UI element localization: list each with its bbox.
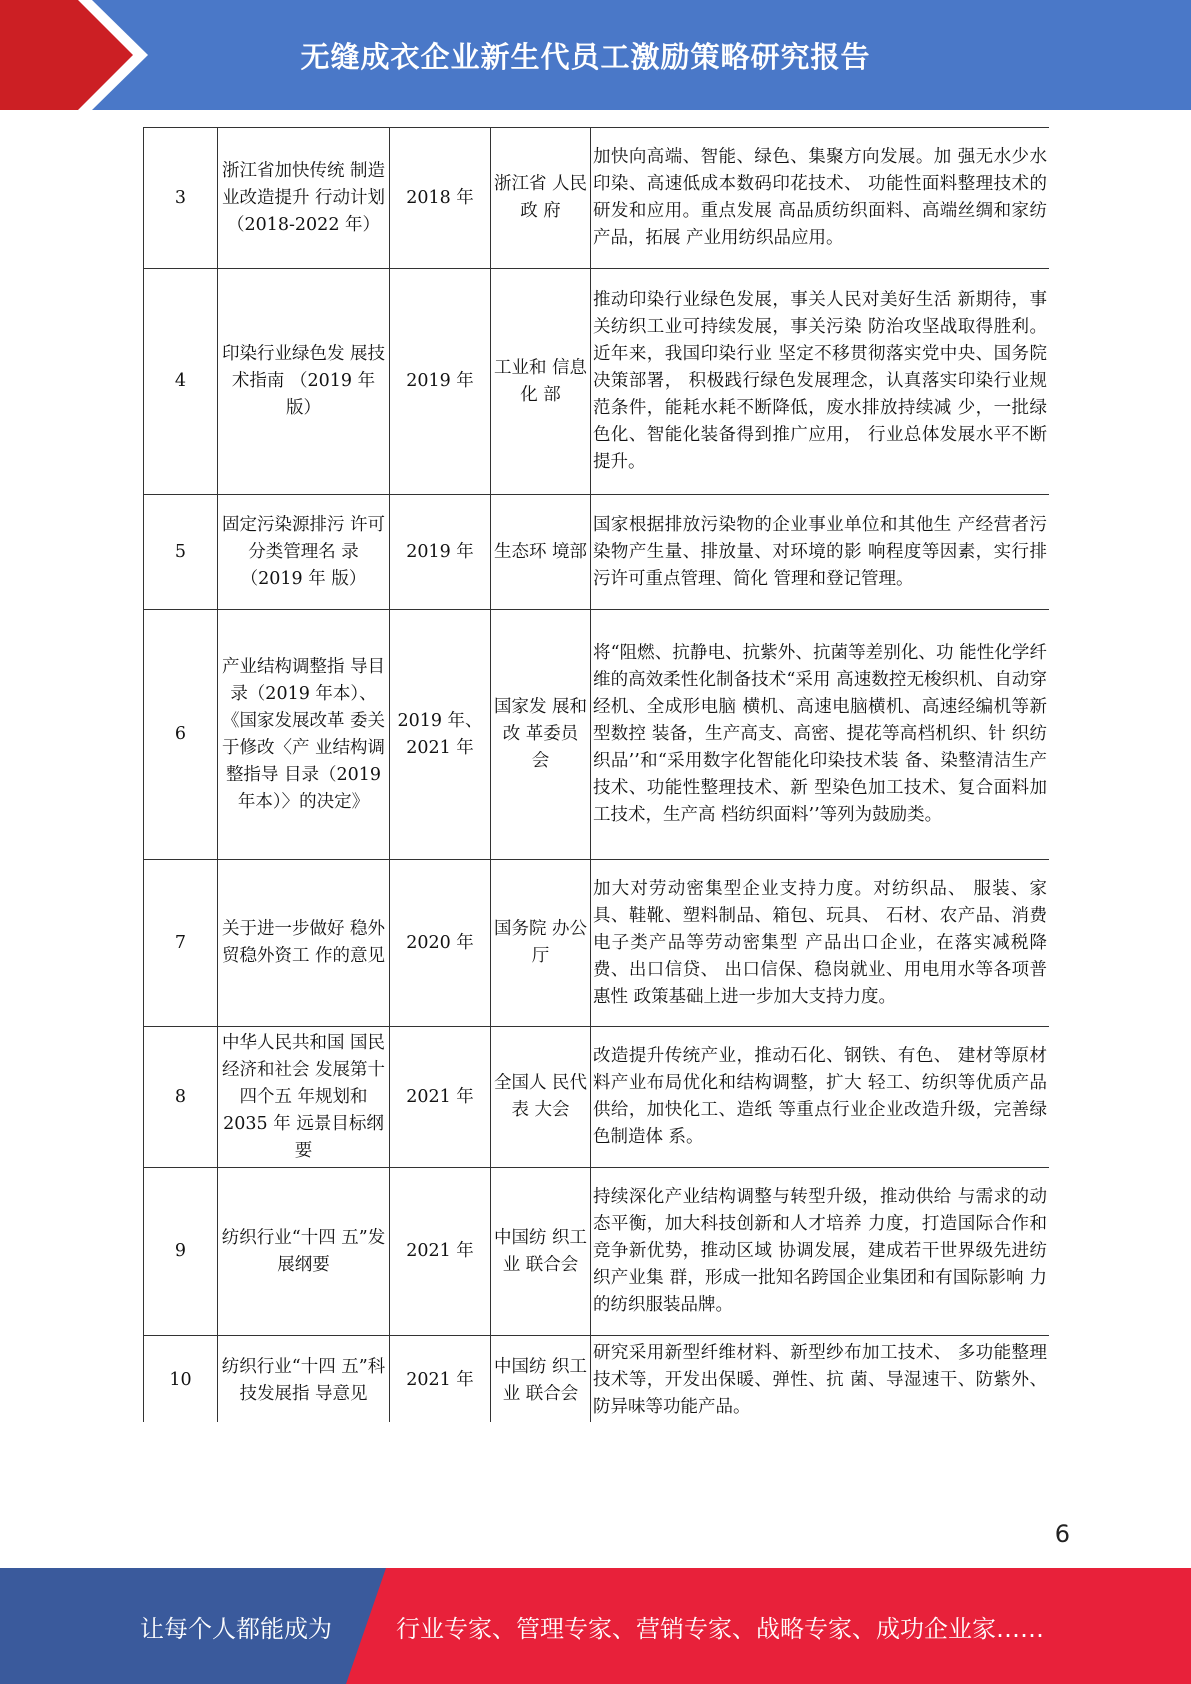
table-row <box>144 610 1050 860</box>
policy-year: 2021 年 <box>390 1027 491 1168</box>
issuing-org: 国家发 展和改 革委员 会 <box>491 610 591 860</box>
policy-year: 2019 年 <box>390 495 491 610</box>
table-row <box>144 495 1050 610</box>
row-number: 7 <box>144 860 218 1027</box>
policy-name: 关于进一步做好 稳外贸稳外资工 作的意见 <box>218 860 390 1027</box>
row-number: 10 <box>144 1336 218 1423</box>
table-row <box>144 128 1050 269</box>
policy-content: 加快向高端、智能、绿色、集聚方向发展。加 强无水少水印染、高速低成本数码印花技术、 功能性面料整理技术的研发和应用。重点发展 高品质纺织面料、高端丝绸和家纺产品，拓展 产业用纺织品应用。 <box>591 128 1050 269</box>
table-row <box>144 1336 1050 1423</box>
policy-content: 国家根据排放污染物的企业事业单位和其他生 产经营者污染物产生量、排放量、对环境的影 响程度等因素，实行排污许可重点管理、简化 管理和登记管理。 <box>591 495 1050 610</box>
policy-name: 印染行业绿色发 展技术指南 （2019 年版） <box>218 269 390 495</box>
footer-slogan-left: 让每个人都能成为 <box>140 1614 332 1643</box>
footer-slogan-right: 行业专家、管理专家、营销专家、战略专家、成功企业家…… <box>396 1614 1044 1643</box>
policy-content: 加大对劳动密集型企业支持力度。对纺织品、 服装、家具、鞋靴、塑料制品、箱包、玩具、 石材、农产品、消费电子类产品等劳动密集型 产品出口企业，在落实减税降费、出口信贷、 出口信保、稳岗就业、用电用水等各项普惠性 政策基础上进一步加大支持力度。 <box>591 860 1050 1027</box>
policy-name: 浙江省加快传统 制造业改造提升 行动计划 （2018-2022 年） <box>218 128 390 269</box>
row-number: 5 <box>144 495 218 610</box>
policy-name: 纺织行业“十四 五”发展纲要 <box>218 1168 390 1336</box>
policy-year: 2021 年 <box>390 1336 491 1423</box>
page-number: 6 <box>1054 1520 1070 1548</box>
row-number: 9 <box>144 1168 218 1336</box>
page-header <box>0 0 1191 110</box>
issuing-org: 工业和 信息化 部 <box>491 269 591 495</box>
policy-content: 研究采用新型纤维材料、新型纱布加工技术、 多功能整理技术等，开发出保暖、弹性、抗 菌、导湿速干、防紫外、防异味等功能产品。 <box>591 1336 1050 1423</box>
policy-name: 中华人民共和国 国民经济和社会 发展第十四个五 年规划和 2035 年 远景目标纲要 <box>218 1027 390 1168</box>
policy-content: 改造提升传统产业，推动石化、钢铁、有色、 建材等原材料产业布局优化和结构调整，扩大 轻工、纺织等优质产品供给，加快化工、造纸 等重点行业企业改造升级，完善绿色制造体 系。 <box>591 1027 1050 1168</box>
policy-name: 固定污染源排污 许可分类管理名 录（2019 年 版） <box>218 495 390 610</box>
row-number: 4 <box>144 269 218 495</box>
issuing-org: 浙江省 人民政 府 <box>491 128 591 269</box>
issuing-org: 中国纺 织工业 联合会 <box>491 1168 591 1336</box>
policy-year: 2020 年 <box>390 860 491 1027</box>
policy-table <box>143 127 1049 1422</box>
policy-year: 2021 年 <box>390 1168 491 1336</box>
policy-name: 产业结构调整指 导目录（2019 年本）、《国家发展改革 委关于修改〈产 业结构调整指导 目录（2019 年本）〉的决定》 <box>218 610 390 860</box>
policy-name: 纺织行业“十四 五”科技发展指 导意见 <box>218 1336 390 1423</box>
policy-year: 2019 年、 2021 年 <box>390 610 491 860</box>
issuing-org: 生态环 境部 <box>491 495 591 610</box>
policy-year: 2018 年 <box>390 128 491 269</box>
table-row <box>144 1168 1050 1336</box>
table-row <box>144 1027 1050 1168</box>
policy-content: 持续深化产业结构调整与转型升级，推动供给 与需求的动态平衡，加大科技创新和人才培养 力度，打造国际合作和竞争新优势，推动区域 协调发展，建成若干世界级先进纺织产业集 群，形成一批知名跨国企业集团和有国际影响 力的纺织服装品牌。 <box>591 1168 1050 1336</box>
issuing-org: 国务院 办公厅 <box>491 860 591 1027</box>
issuing-org: 中国纺 织工业 联合会 <box>491 1336 591 1423</box>
table-row <box>144 269 1050 495</box>
policy-year: 2019 年 <box>390 269 491 495</box>
issuing-org: 全国人 民代表 大会 <box>491 1027 591 1168</box>
table-row <box>144 860 1050 1027</box>
page-footer <box>0 1568 1191 1684</box>
policy-content: 推动印染行业绿色发展，事关人民对美好生活 新期待，事关纺织工业可持续发展，事关污染 防治攻坚战取得胜利。近年来，我国印染行业 坚定不移贯彻落实党中央、国务院决策部署， 积极践行绿色发展理念，认真落实印染行业规 范条件，能耗水耗不断降低，废水排放持续减 少，一批绿色化、智能化装备得到推广应用， 行业总体发展水平不断提升。 <box>591 269 1050 495</box>
row-number: 3 <box>144 128 218 269</box>
report-title: 无缝成衣企业新生代员工激励策略研究报告 <box>300 39 871 74</box>
row-number: 6 <box>144 610 218 860</box>
row-number: 8 <box>144 1027 218 1168</box>
policy-content: 将“阻燃、抗静电、抗紫外、抗菌等差别化、功 能性化学纤维的高效柔性化制备技术“采用 高速数控无梭织机、自动穿经机、全成形电脑 横机、高速电脑横机、高速经编机等新型数控 装备，生产高支、高密、提花等高档机织、针 织纺织品’’和“采用数字化智能化印染技术装 备、染整清洁生产技术、功能性整理技术、新 型染色加工技术、复合面料加工技术，生产高 档纺织面料’’等列为鼓励类。 <box>591 610 1050 860</box>
